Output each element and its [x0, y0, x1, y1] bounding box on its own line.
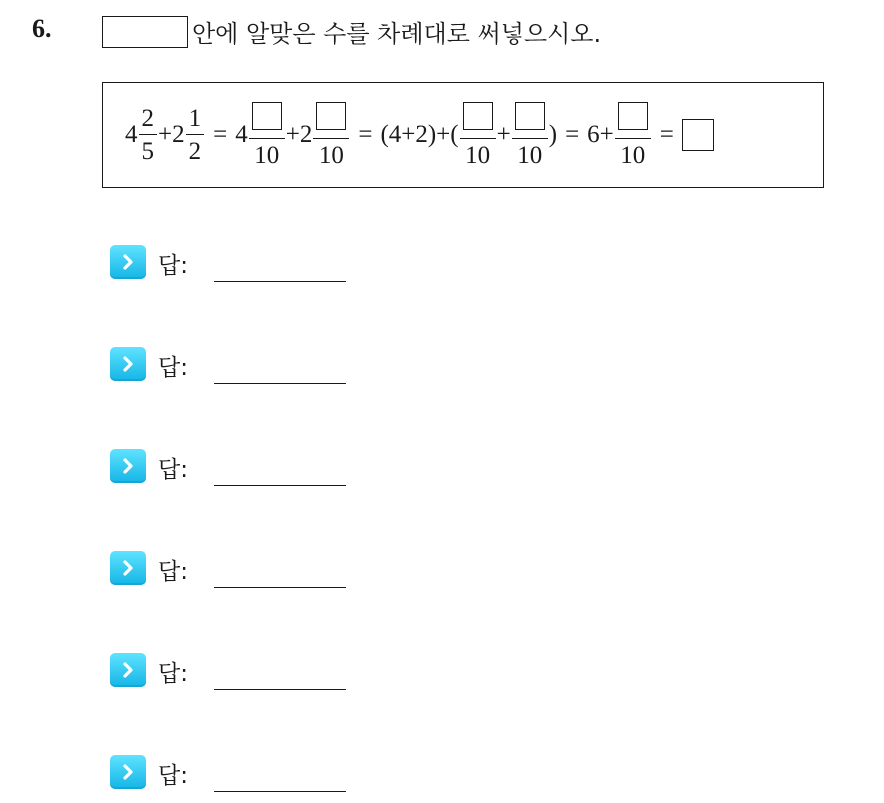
- answer-line[interactable]: [214, 383, 346, 384]
- fraction-1: [139, 105, 158, 165]
- fraction-3-numerator-blank[interactable]: [249, 101, 285, 139]
- fraction-1-numerator: 2: [139, 105, 158, 135]
- plus-sign: +: [599, 121, 614, 148]
- chevron-right-icon: [110, 245, 146, 279]
- fraction-4-denominator: 10: [318, 142, 344, 169]
- fraction-2: [186, 105, 205, 165]
- answer-label: 답:: [158, 355, 188, 381]
- chevron-right-icon: [110, 653, 146, 687]
- whole-3: 4: [235, 121, 248, 148]
- equals-sign: =: [358, 121, 373, 148]
- fraction-5: [460, 101, 496, 169]
- answer-label: 답:: [158, 763, 188, 789]
- fraction-6-numerator-blank[interactable]: [512, 101, 548, 139]
- close-paren: ): [548, 121, 558, 148]
- plus-sign: +: [158, 121, 173, 148]
- grouped-wholes: (4+2)+(: [380, 121, 459, 148]
- fraction-3-denominator: 10: [254, 142, 280, 169]
- fraction-4: [313, 101, 349, 169]
- question-prompt: [102, 14, 601, 49]
- answer-row-2: [110, 347, 188, 382]
- answer-line[interactable]: [214, 485, 346, 486]
- prompt-text: 안에 알맞은 수를 차례대로 써넣으시오.: [192, 20, 602, 48]
- answer-line[interactable]: [214, 791, 346, 792]
- answer-label: 답:: [158, 661, 188, 687]
- whole-1: 4: [125, 121, 138, 148]
- fraction-4-numerator-blank[interactable]: [313, 101, 349, 139]
- answer-line[interactable]: [214, 587, 346, 588]
- chevron-right-icon: [110, 347, 146, 381]
- chevron-right-icon: [110, 755, 146, 789]
- equals-sign: =: [659, 121, 674, 148]
- answer-label: 답:: [158, 457, 188, 483]
- question-number: 6.: [32, 14, 52, 43]
- answer-label: 답:: [158, 559, 188, 585]
- final-answer-blank[interactable]: [682, 119, 714, 151]
- answer-line[interactable]: [214, 281, 346, 282]
- equation-box: [102, 82, 824, 188]
- fraction-3: [249, 101, 285, 169]
- plus-sign: +: [496, 121, 511, 148]
- equals-sign: =: [565, 121, 580, 148]
- whole-7: 6: [587, 121, 600, 148]
- fraction-6: [512, 101, 548, 169]
- fraction-5-numerator-blank[interactable]: [460, 101, 496, 139]
- answer-label: 답:: [158, 253, 188, 279]
- fraction-7: [615, 101, 651, 169]
- fraction-6-denominator: 10: [517, 142, 543, 169]
- answer-row-6: [110, 755, 188, 790]
- answer-row-1: [110, 245, 188, 280]
- fraction-7-numerator-blank[interactable]: [615, 101, 651, 139]
- whole-2: 2: [172, 121, 185, 148]
- fraction-2-numerator: 1: [186, 105, 205, 135]
- chevron-right-icon: [110, 551, 146, 585]
- prompt-blank-box: [102, 16, 188, 48]
- answer-row-5: [110, 653, 188, 688]
- answer-row-3: [110, 449, 188, 484]
- plus-sign: +: [285, 121, 300, 148]
- fraction-1-denominator: 5: [141, 138, 154, 165]
- chevron-right-icon: [110, 449, 146, 483]
- answer-row-4: [110, 551, 188, 586]
- answer-line[interactable]: [214, 689, 346, 690]
- whole-4: 2: [299, 121, 313, 148]
- fraction-7-denominator: 10: [620, 142, 646, 169]
- equals-sign: =: [213, 121, 228, 148]
- fraction-2-denominator: 2: [188, 138, 202, 165]
- fraction-5-denominator: 10: [465, 142, 491, 169]
